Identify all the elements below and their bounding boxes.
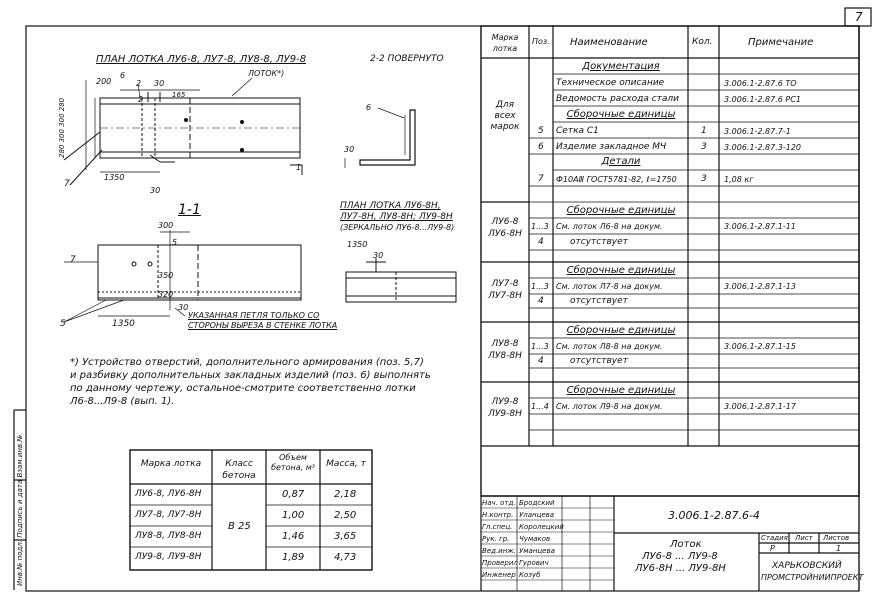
plan2-title-line2: ЛУ7-8Н, ЛУ8-8Н; ЛУ9-8Н — [340, 212, 453, 222]
dim-320: 320 — [158, 290, 174, 299]
footnote-line4: Л6-8...Л9-8 (вып. 1). — [70, 396, 175, 407]
spec-row-qty: 1 — [701, 126, 707, 136]
group-marks: ЛУ9-8 ЛУ9-8Н — [488, 397, 522, 419]
tb-name: Королецкий — [519, 523, 564, 531]
tb-sheets-label: Листов — [823, 534, 850, 542]
group-note: 3.006.1-2.87.1-17 — [724, 402, 796, 411]
mass-row-mass: 3,65 — [334, 531, 357, 542]
spec-header-pos: Поз. — [532, 37, 550, 46]
group-absent: отсутствует — [570, 356, 628, 366]
section-22-title: 2-2 ПОВЕРНУТО — [370, 54, 444, 64]
tb-product-line2: ЛУ6-8 ... ЛУ9-8 — [642, 551, 718, 562]
dim-1350c: 1350 — [347, 240, 368, 249]
spec-row-note: 1,08 кг — [724, 175, 754, 184]
mass-row-mark: ЛУ8-8, ЛУ8-8Н — [135, 531, 202, 541]
tb-product-line1: Лоток — [670, 539, 702, 550]
spec-row-name: Сетка С1 — [556, 126, 599, 136]
mass-row-volume: 1,46 — [282, 531, 305, 542]
mass-header-mark: Марка лотка — [140, 459, 202, 469]
tb-org-line1: ХАРЬКОВСКИЙ — [772, 561, 842, 571]
sheet-number: 7 — [855, 10, 863, 24]
dim-200: 200 — [96, 77, 112, 86]
dim-6b: 6 — [366, 103, 372, 112]
sheet-frame — [26, 26, 859, 591]
mass-row-mark: ЛУ6-8, ЛУ6-8Н — [135, 489, 202, 499]
group-name: См. лоток Л7-8 на докум. — [556, 282, 663, 291]
label-petlya-line2: СТОРОНЫ ВЫРЕЗА В СТЕНКЕ ЛОТКА — [188, 321, 338, 330]
mass-row-mass: 2,18 — [334, 489, 357, 500]
group-pos1: 1...3 — [531, 282, 549, 291]
dim-6: 6 — [120, 71, 126, 80]
section-11-title: 1-1 — [178, 202, 201, 218]
dim-30e: 30 — [373, 251, 384, 260]
dim-1: 1 — [296, 163, 302, 172]
dim-5: 5 — [172, 238, 178, 247]
dim-30d: 30 — [178, 303, 189, 312]
tb-product-line3: ЛУ6-8Н ... ЛУ9-8Н — [635, 563, 726, 574]
tb-role: Гл.спец. — [482, 523, 513, 531]
mass-row-mass: 4,73 — [334, 552, 357, 563]
group-title: Сборочные единицы — [566, 325, 676, 336]
group-marks: ЛУ6-8 ЛУ6-8Н — [488, 217, 522, 239]
plan2-title-line1: ПЛАН ЛОТКА ЛУ6-8Н, — [340, 201, 441, 211]
mass-header-mass: Масса, т — [326, 459, 366, 469]
tb-org-line2: ПРОМСТРОЙНИИПРОЕКТ — [761, 573, 864, 582]
spec-row-section: Сборочные единицы — [566, 109, 676, 120]
group-name: См. лоток Л9-8 на докум. — [556, 402, 663, 411]
group-title: Сборочные единицы — [566, 205, 676, 216]
dim-1350: 1350 — [104, 173, 125, 182]
dim-5b: 5 — [60, 319, 66, 329]
group-note: 3.006.1-2.87.1-13 — [724, 282, 796, 291]
dim-30b: 30 — [150, 186, 161, 195]
mass-class: В 25 — [228, 521, 251, 532]
tb-name: Гурович — [519, 559, 549, 567]
spec-row-note: 3.006.1-2.87.6 ТО — [724, 79, 797, 88]
spec-header-name: Наименование — [570, 37, 648, 48]
spec-row-qty: 3 — [701, 142, 707, 152]
group-title: Сборочные единицы — [566, 385, 676, 396]
mass-header-volume: Объем бетона, м³ — [271, 453, 315, 472]
spec-row-section: Детали — [601, 156, 641, 167]
label-petlya-line1: УКАЗАННАЯ ПЕТЛЯ ТОЛЬКО СО — [188, 311, 320, 320]
spec-row-pos: 5 — [538, 126, 544, 136]
group-absent: отсутствует — [570, 296, 628, 306]
tb-name: Уланцева — [519, 511, 555, 519]
spec-row-qty: 3 — [701, 174, 707, 184]
tb-role: Вед.инж. — [482, 547, 516, 555]
group-marks: ЛУ8-8 ЛУ8-8Н — [488, 339, 522, 361]
spec-header-note: Примечание — [748, 37, 814, 48]
footnote-line3: по данному чертежу, остальное-смотрите соответственно лотки — [70, 383, 416, 394]
spec-all-marks: Для всех марок — [490, 100, 520, 132]
mass-row-volume: 0,87 — [282, 489, 305, 500]
footnote-line2: и разбивку дополнительных закладных изделий (поз. 6) выполнять — [70, 370, 431, 381]
group-note: 3.006.1-2.87.1-15 — [724, 342, 796, 351]
dim-2b: 2 — [138, 95, 144, 104]
group-pos2: 4 — [538, 237, 544, 247]
footnote-line1: *) Устройство отверстий, дополнительного армирования (поз. 5,7) — [70, 357, 424, 368]
tb-name: Козуб — [519, 571, 541, 579]
group-note: 3.006.1-2.87.1-11 — [724, 222, 796, 231]
side-stamp: Инв.№ подл. Подпись и дата Взам.инв.№ — [16, 434, 24, 586]
spec-row-name: Ведомость расхода стали — [556, 94, 680, 104]
group-marks: ЛУ7-8 ЛУ7-8Н — [488, 279, 522, 301]
dim-165: 165 — [172, 91, 186, 99]
mass-row-mass: 2,50 — [334, 510, 357, 521]
label-lotok: ЛОТОК*) — [248, 69, 285, 78]
group-name: См. лоток Л8-8 на докум. — [556, 342, 663, 351]
tb-sheet-label: Лист — [795, 534, 813, 542]
spec-row-note: 3.006.1-2.87.6 РС1 — [724, 95, 801, 104]
mass-header-class: Класс бетона — [222, 459, 256, 481]
tb-role: Проверил — [482, 559, 518, 567]
group-pos2: 4 — [538, 296, 544, 306]
tb-role: Рук. гр. — [482, 535, 510, 543]
mass-row-volume: 1,89 — [282, 552, 305, 563]
dim-2a: 2 — [136, 79, 142, 88]
group-pos1: 1...4 — [531, 402, 549, 411]
dim-30a: 30 — [154, 79, 165, 88]
group-pos1: 1...3 — [531, 342, 549, 351]
tb-role: Инженер — [482, 571, 516, 579]
group-name: См. лоток Л6-8 на докум. — [556, 222, 663, 231]
tb-sheets: 1 — [836, 544, 842, 553]
dim-300: 300 — [158, 221, 174, 230]
dim-280-stack: 280 300 300 280 — [58, 97, 66, 158]
tb-role: Н.контр. — [482, 511, 514, 519]
spec-header-mark: Марка лотка — [491, 33, 519, 53]
spec-row-name: Изделие закладное МЧ — [556, 142, 667, 152]
tb-name: Уманцева — [519, 547, 555, 555]
dim-1350b: 1350 — [112, 319, 135, 329]
tb-name: Чумаков — [519, 535, 551, 543]
spec-row-note: 3.006.1-2.87.7-1 — [724, 127, 791, 136]
spec-header-qty: Кол. — [692, 37, 713, 47]
tb-code: 3.006.1-2.87.6-4 — [668, 509, 760, 522]
dim-30c: 30 — [344, 145, 355, 154]
mass-row-volume: 1,00 — [282, 510, 305, 521]
dim-350: 350 — [158, 271, 174, 280]
group-pos1: 1...3 — [531, 222, 549, 231]
tb-name: Бродский — [519, 499, 555, 507]
tb-stage: Р — [770, 544, 775, 553]
group-title: Сборочные единицы — [566, 265, 676, 276]
spec-row-section: Документация — [582, 61, 660, 72]
spec-row-pos: 6 — [538, 142, 544, 152]
tb-role: Нач. отд. — [482, 499, 516, 507]
plan-title: ПЛАН ЛОТКА ЛУ6-8, ЛУ7-8, ЛУ8-8, ЛУ9-8 — [96, 54, 307, 65]
dim-7: 7 — [64, 179, 70, 189]
group-absent: отсутствует — [570, 237, 628, 247]
spec-row-name: Ф10АⅢ ГОСТ5781-82, ℓ=1750 — [556, 175, 677, 184]
spec-row-name: Техническое описание — [556, 78, 665, 88]
mass-row-mark: ЛУ7-8, ЛУ7-8Н — [135, 510, 202, 520]
spec-row-pos: 7 — [538, 174, 544, 184]
group-pos2: 4 — [538, 356, 544, 366]
dim-7b: 7 — [70, 255, 76, 265]
spec-row-note: 3.006.1-2.87.3-120 — [724, 143, 802, 152]
plan2-title-line3: (ЗЕРКАЛЬНО ЛУ6-8...ЛУ9-8) — [340, 223, 455, 232]
tb-stage-label: Стадия — [761, 534, 788, 542]
mass-row-mark: ЛУ9-8, ЛУ9-8Н — [135, 552, 202, 562]
